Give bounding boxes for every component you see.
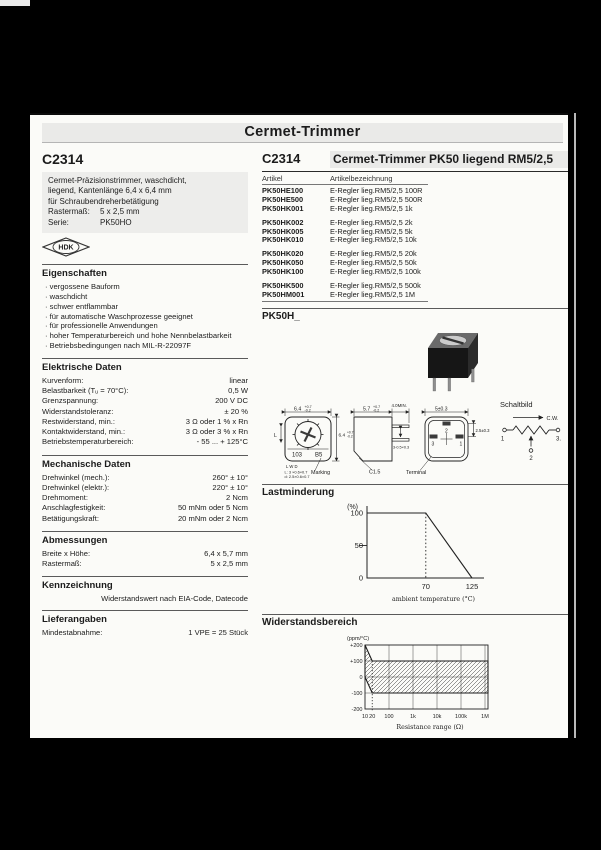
pin-2-label: 2 xyxy=(529,455,533,462)
legend-l: L: 3 ×0.6×0.7 xyxy=(284,469,308,475)
property-item: · vergossene Bauform xyxy=(42,282,248,292)
section-title: Abmessungen xyxy=(42,534,108,546)
terminal-2-label: 2 xyxy=(445,428,448,435)
data-row xyxy=(42,376,248,386)
data-row xyxy=(42,628,248,638)
data-row xyxy=(42,473,248,483)
data-row xyxy=(42,549,248,559)
x-tick-label: 100k xyxy=(455,713,467,720)
description-line: liegend, Kantenlänge 6,4 x 6,4 mm xyxy=(48,186,172,196)
series-label: PK50H_ xyxy=(262,310,300,322)
artikel-cell: PK50HK100 xyxy=(262,267,304,276)
property-item: · schwer entflammbar xyxy=(42,302,248,312)
catalog-group xyxy=(262,250,428,277)
data-value: 260° ± 10° xyxy=(212,472,248,482)
marking-code: 103 xyxy=(292,452,303,459)
y-tick-label: 50 xyxy=(354,540,363,550)
y-tick-label: 0 xyxy=(359,674,363,681)
data-label: Rastermaß: xyxy=(42,559,82,569)
section-abmessungen xyxy=(42,531,248,570)
y-axis-label: (ppm/°C) xyxy=(347,635,370,642)
y-tick-label: 0 xyxy=(358,573,363,583)
artikel-cell: PK50HK005 xyxy=(262,226,304,236)
property-item: · hoher Temperaturbereich und hohe Nennbelastbarkeit xyxy=(42,331,248,341)
artikel-cell: PK50HK050 xyxy=(262,258,304,268)
section-note: Widerstandswert nach EIA-Code, Datecode xyxy=(101,594,248,604)
bezeichnung-cell: E-Regler lieg.RM5/2,5 1M xyxy=(330,289,416,299)
derating-curve xyxy=(367,513,472,578)
y-tick-label: +200 xyxy=(350,642,363,649)
terminal-1-label: 1 xyxy=(459,441,463,448)
schematic-labels xyxy=(500,400,561,462)
data-label: Mindestabnahme: xyxy=(42,628,103,638)
dim-terminal-pitch: 2.5±0.3 xyxy=(475,427,490,433)
dim-front-height-tol-plus: +0.7 xyxy=(347,430,354,435)
data-label: Widerstandstoleranz: xyxy=(42,406,114,416)
pin-1-label: 1 xyxy=(500,436,505,443)
hdk-diamond-logo-icon xyxy=(42,237,90,257)
x-tick-label: 10k xyxy=(432,713,442,720)
artikel-cell: PK50HE500 xyxy=(262,194,304,204)
logo-text: HDK xyxy=(58,244,74,252)
legend-head: L W D xyxy=(286,463,298,469)
x-tick-label: 1M xyxy=(481,713,489,720)
catalog-table-body xyxy=(262,187,428,300)
front-view-labels xyxy=(274,404,354,478)
dim-pin-length: 4.0MIN. xyxy=(391,402,407,408)
data-row xyxy=(42,396,248,406)
data-value: 3 Ω oder 3 % x Rn xyxy=(185,427,248,437)
x-tick-label: 100 xyxy=(384,713,394,720)
y-tick-label: +100 xyxy=(350,658,363,665)
catalog-row xyxy=(262,236,428,245)
property-item: · waschdicht xyxy=(42,292,248,302)
dim-front-height-tol-minus: -0.2 xyxy=(347,434,353,439)
schematic-title: Schaltbild xyxy=(500,399,533,409)
dim-side-depth: 5.7 xyxy=(363,405,371,412)
technical-drawing xyxy=(262,322,568,480)
resistance-range-section xyxy=(262,614,568,732)
data-value: 5 x 2,5 mm xyxy=(210,559,248,569)
data-row xyxy=(42,483,248,493)
x-tick-label: 1k xyxy=(410,713,416,720)
data-value: linear xyxy=(229,375,248,385)
left-column xyxy=(42,151,248,639)
bezeichnung-cell: E-Regler lieg.RM5/2,5 2k xyxy=(330,217,413,227)
x-tick-label: 20 xyxy=(369,713,376,720)
artikel-cell: PK50HK002 xyxy=(262,217,304,227)
property-item: · Betriebsbedingungen nach MIL-R-22097F xyxy=(42,341,248,351)
catalog-row xyxy=(262,205,428,214)
dim-front-tol-minus: -0.2 xyxy=(304,408,311,413)
description-box xyxy=(42,172,248,233)
data-value: 220° ± 10° xyxy=(212,482,248,492)
data-row xyxy=(42,514,248,524)
side-view-labels xyxy=(363,402,409,475)
data-label: Anschlagfestigkeit: xyxy=(42,503,106,513)
catalog-group xyxy=(262,282,428,300)
dim-pin-size: 3-0.5×0.3 xyxy=(393,445,410,450)
data-label: Restwiderstand, min.: xyxy=(42,416,116,426)
column-header-bezeichnung: Artikelbezeichnung xyxy=(330,174,393,183)
section-lieferangaben xyxy=(42,610,248,638)
data-label: Kurvenform: xyxy=(42,375,84,385)
data-value: 3 Ω oder 1 % x Rn xyxy=(185,416,248,426)
data-value: 50 mNm oder 5 Ncm xyxy=(177,503,248,513)
spec-row xyxy=(48,218,242,228)
data-label: Betätigungskraft: xyxy=(42,513,99,523)
data-row xyxy=(42,427,248,437)
dim-side-tol-minus: -0.2 xyxy=(373,408,380,413)
catalog-table xyxy=(262,174,428,302)
bezeichnung-cell: E-Regler lieg.RM5/2,5 5k xyxy=(330,226,413,236)
description-line: Cermet-Präzisionstrimmer, waschdicht, xyxy=(48,176,187,185)
bezeichnung-cell: E-Regler lieg.RM5/2,5 500k xyxy=(330,280,421,290)
section-title: Mechanische Daten xyxy=(42,458,131,470)
dim-front-height: 6.4 xyxy=(338,433,346,439)
data-row xyxy=(42,437,248,447)
scan-artifact-page-edge xyxy=(574,113,576,738)
spec-row xyxy=(48,207,242,217)
bezeichnung-cell: E-Regler lieg.RM5/2,5 50k xyxy=(330,258,417,268)
data-label: Drehwinkel (elektr.): xyxy=(42,482,110,492)
x-axis-label: Resistance range (Ω) xyxy=(396,723,464,731)
section-title: Kennzeichnung xyxy=(42,580,113,592)
dim-bottom-width: 5±0.3 xyxy=(435,405,448,412)
data-value: 20 mNm oder 2 Ncm xyxy=(177,513,248,523)
resistance-range-title: Widerstandsbereich xyxy=(262,616,358,628)
dim-front-tol-plus: +0.7 xyxy=(304,404,312,409)
y-tick-label: -100 xyxy=(351,690,363,697)
data-label: Belastbarkeit (Tᵤ = 70°C): xyxy=(42,386,129,396)
derating-title: Lastminderung xyxy=(262,486,335,498)
column-header-artikel: Artikel xyxy=(262,174,283,183)
data-label: Kontaktwiderstand, min.: xyxy=(42,427,126,437)
pin-3-label: 3. xyxy=(555,436,562,443)
description-line: für Schraubendreherbetätigung xyxy=(48,196,159,206)
section-eigenschaften xyxy=(42,264,248,351)
y-tick-label: 100 xyxy=(350,508,363,518)
data-row xyxy=(42,407,248,417)
series-section xyxy=(262,308,568,480)
y-axis-label: (%) xyxy=(347,503,358,511)
x-tick-label: 125 xyxy=(465,581,479,591)
bezeichnung-cell: E-Regler lieg.RM5/2,5 100R xyxy=(330,186,423,195)
terminal-3-label: 3 xyxy=(431,441,435,448)
section-title: Elektrische Daten xyxy=(42,361,122,373)
x-axis-label: ambient temperature (°C) xyxy=(391,595,476,603)
catalog-row xyxy=(262,291,428,300)
bezeichnung-cell: E-Regler lieg.RM5/2,5 10k xyxy=(330,235,417,245)
section-kennzeichnung xyxy=(42,576,248,603)
spec-label: Serie: xyxy=(48,217,69,227)
data-row xyxy=(42,493,248,503)
property-item: · für professionelle Anwendungen xyxy=(42,321,248,331)
derating-section xyxy=(262,484,568,608)
data-label: Drehwinkel (mech.): xyxy=(42,472,110,482)
spec-value: 5 x 2,5 mm xyxy=(100,207,140,217)
data-label: Betriebstemperaturbereich: xyxy=(42,437,134,447)
bezeichnung-cell: E-Regler lieg.RM5/2,5 500R xyxy=(330,194,423,204)
catalog-table-head xyxy=(262,174,428,185)
data-value: - 55 ... + 125°C xyxy=(196,437,248,447)
part-number: C2314 xyxy=(42,151,84,167)
data-row xyxy=(42,559,248,569)
data-row xyxy=(42,417,248,427)
section-title: Eigenschaften xyxy=(42,267,107,279)
x-tick-label: 70 xyxy=(421,581,430,591)
section-title: Lieferangaben xyxy=(42,614,107,626)
catalog-header xyxy=(262,151,568,172)
chamfer-label: C1.5 xyxy=(369,469,381,476)
catalog-title: Cermet-Trimmer PK50 liegend RM5/2,5 xyxy=(330,151,568,168)
scan-artifact-top xyxy=(0,0,30,6)
dim-l-label: L xyxy=(274,432,277,439)
catalog-row xyxy=(262,268,428,277)
artikel-cell: PK50HK020 xyxy=(262,249,304,259)
marking-label: Marking xyxy=(311,469,331,476)
catalog-group xyxy=(262,219,428,246)
cw-label: C.W. xyxy=(546,415,559,422)
data-value: ± 20 % xyxy=(224,406,248,416)
manufacturer-logo xyxy=(42,237,248,257)
data-value: 2 Ncm xyxy=(226,493,248,503)
artikel-cell: PK50HK500 xyxy=(262,280,304,290)
data-label: Breite x Höhe: xyxy=(42,548,91,558)
data-value: 6,4 x 5,7 mm xyxy=(204,548,248,558)
right-column xyxy=(262,151,568,732)
trimmer-photo xyxy=(428,333,478,391)
x-tick-label: 10 xyxy=(361,713,369,720)
section-mechanische-daten xyxy=(42,455,248,524)
bezeichnung-cell: E-Regler lieg.RM5/2,5 1k xyxy=(330,203,413,213)
bottom-view-drawing xyxy=(420,405,476,470)
property-item: · für automatische Waschprozesse geeignet xyxy=(42,312,248,322)
bezeichnung-cell: E-Regler lieg.RM5/2,5 20k xyxy=(330,249,417,259)
dim-front-width: 6.4 xyxy=(294,405,302,412)
resistance-range-chart xyxy=(262,628,568,732)
data-value: 0,5 W xyxy=(228,386,248,396)
left-sections xyxy=(42,264,248,639)
data-row xyxy=(42,503,248,513)
marking-code2: B5 xyxy=(315,452,323,459)
spec-value: PK50HO xyxy=(100,217,132,227)
artikel-cell: PK50HM001 xyxy=(262,289,305,299)
y-tick-label: -200 xyxy=(351,706,363,713)
data-value: 1 VPE = 25 Stück xyxy=(188,628,248,638)
page-title: Cermet-Trimmer xyxy=(42,123,563,143)
section-elektrische-daten xyxy=(42,358,248,448)
derating-chart xyxy=(262,498,568,608)
artikel-cell: PK50HE100 xyxy=(262,186,304,195)
catalog-group xyxy=(262,187,428,214)
tc-band xyxy=(365,645,488,693)
legend-d: d: 2.5×0.6×0.7 xyxy=(284,473,310,479)
artikel-cell: PK50HK010 xyxy=(262,235,304,245)
schematic-symbol xyxy=(500,417,560,452)
artikel-cell: PK50HK001 xyxy=(262,203,304,213)
data-value: 200 V DC xyxy=(215,396,248,406)
data-label: Grenzspannung: xyxy=(42,396,99,406)
data-row xyxy=(42,386,248,396)
bezeichnung-cell: E-Regler lieg.RM5/2,5 100k xyxy=(330,267,421,276)
datasheet-page xyxy=(30,113,568,738)
spec-label: Rastermaß: xyxy=(48,207,90,217)
dim-side-tol-plus: +0.7 xyxy=(373,404,381,409)
catalog-part-number: C2314 xyxy=(262,151,301,166)
terminal-label: Terminal xyxy=(406,469,427,476)
data-label: Drehmoment: xyxy=(42,493,89,503)
